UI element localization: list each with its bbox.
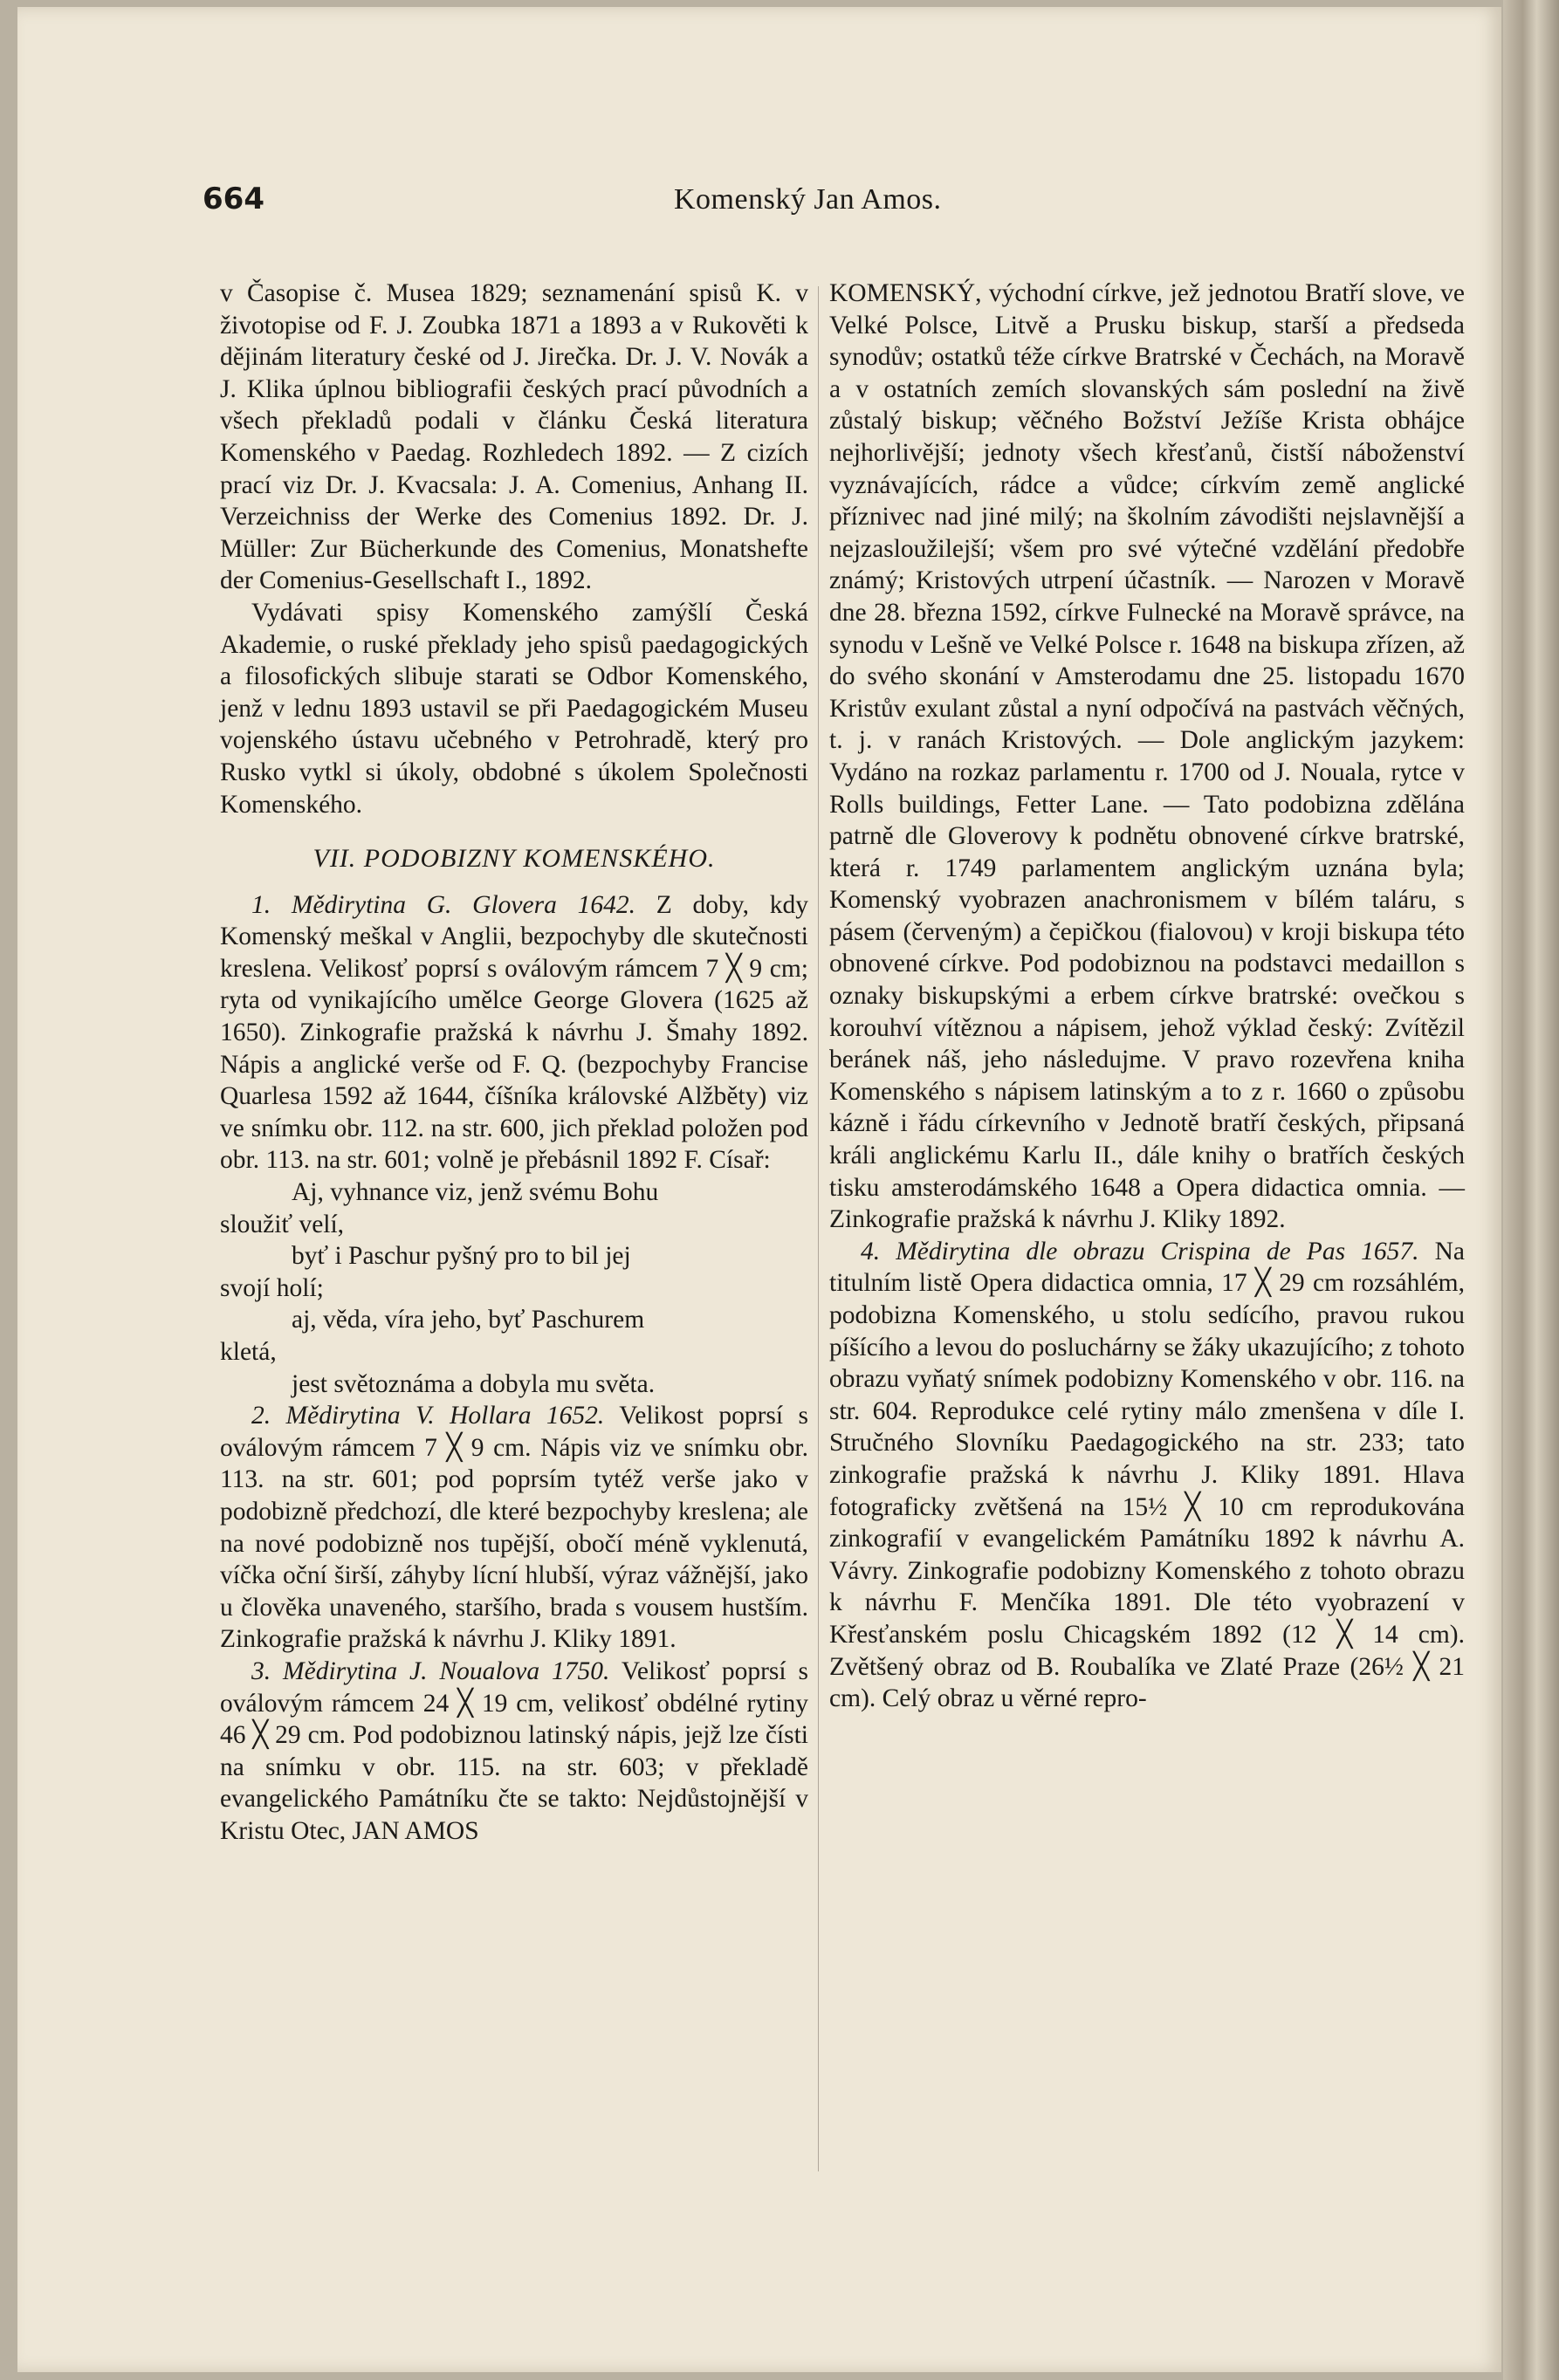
- poem-line: kletá,: [220, 1338, 277, 1366]
- entry-3: [220, 1656, 808, 1848]
- paragraph: KOMENSKÝ, východní církve, jež jednotou Bratří slove, ve Velké Polsce, Litvě a Prusku biskup, starší a předseda synodův; ostatků téže církve Bratrské v Čechách, na Moravě a v ostatních zemích slovanských sám poslední na živě zůstalý biskup; věčného Božství Ježíše Krista obhájce nejhorlivější; jednoty všech křesťanů, čistší náboženství vyznávajících, rádce a vůdce; církvím země anglické příznivec nad jiné milý; na školním závodišti nejslavnější a nejzasloužilejší; všem pro své výtečné vzdělání předobře známý; Kristových utrpení účastník. — Narozen v Moravě dne 28. března 1592, církve Fulnecké na Moravě správce, na synodu v Lešně ve Velké Polsce r. 1648 na biskupa zřízen, až do svého skonání v Amsterodamu dne 25. listopadu 1670 Kristův exulant zůstal a nyní odpočívá na pastvách věčných, t. j. v ranách Kristových. — Dole anglickým jazykem: Vydáno na rozkaz parlamentu r. 1700 od J. Nouala, rytce v Rolls buildings, Fetter Lane. — Tato podobizna zdělána patrně dle Gloverovy k podnětu obnovené církve bratrské, která r. 1749 parlamentem anglickým uznána byla; Komenský vyobrazen anachronismem v bílém taláru, s pásem (červeným) a čepičkou (fialovou) v kroji biskupa této obnovené církve. Pod podobiznou na podstavci medaillon s oznaky biskupskými a erbem církve bratrské: ovečkou s korouhví vítěznou a nápisem, jehož výklad český: Zvítězil beránek náš, jeho následujme. V pravo rozevřena kniha Komenského s nápisem latinským a to z r. 1660 o způsobu kázně i řádu církevního v Jednotě bratří českých, připsaná králi anglickému Karlu II., dále knihy o bratřích českých tisku amsterodámského 1648 a Opera didactica omnia. — Zinkografie pražská k návrhu J. Kliky 1892.: [829, 279, 1465, 1234]
- paragraph: v Časopise č. Musea 1829; seznamenání spisů K. v životopise od F. J. Zoubka 1871 a 1893 a v Rukověti k dějinám literatury české od J. Jirečka. Dr. J. V. Novák a J. Klika úplnou bibliografii českých prací původních a všech překladů podali v článku Česká literatura Komenského v Paedag. Rozhledech 1892. — Z cizích prací viz Dr. J. Kvacsala: J. A. Comenius, Anhang II. Verzeichniss der Werke des Comenius 1892. Dr. J. Müller: Zur Bücherkunde des Comenius, Monatshefte der Comenius-Gesellschaft I., 1892.: [220, 279, 808, 595]
- entry-4: [829, 1236, 1465, 1715]
- entry-text: Na titulním listě Opera didactica omnia, 17 ╳ 29 cm rozsáhlém, podobizna Komenského, u stolu sedícího, pravou rukou píšícího a levou do posluchárny se žáky ukazujícího; z tohoto obrazu vyňatý snímek podobizny Komenského v obr. 116. na str. 604. Reprodukce celé rytiny málo zmenšena v díle I. Stručného Slovníku Paedagogického na str. 233; tato zinkografie pražská k návrhu J. Kliky 1891. Hlava fotograficky zvětšená na 15½ ╳ 10 cm reprodukována zinkografií v evangelickém Památníku 1892 k návrhu A. Vávry. Zinkografie podobizny Komenského z tohoto obrazu k návrhu F. Menčíka 1891. Dle této vyobrazení v Křesťanském poslu Chicagském 1892 (12 ╳ 14 cm). Zvětšený obraz od B. Roubalíka ve Zlaté Praze (26½ ╳ 21 cm). Celý obraz u věrné repro-: [829, 1237, 1466, 1713]
- page-number: 664: [203, 182, 264, 216]
- right-column: [829, 278, 1465, 1715]
- column-rule: [818, 286, 819, 2171]
- entry-title: 3. Mědirytina J. Noualova 1750.: [251, 1656, 610, 1685]
- entry-1: [220, 889, 808, 1176]
- running-head: Komenský Jan Amos.: [674, 183, 942, 216]
- poem: [220, 1176, 808, 1400]
- page-edge: [1503, 0, 1559, 2380]
- section-heading: VII. PODOBIZNY KOMENSKÉHO.: [312, 844, 716, 874]
- entry-title: 4. Mědirytina dle obrazu Crispina de Pas 1657.: [861, 1237, 1419, 1265]
- poem-line: svojí holí;: [220, 1273, 324, 1302]
- poem-line: jest světoznáma a dobyla mu světa.: [292, 1369, 656, 1398]
- entry-text: Velikost poprsí s oválovým rámcem 7 ╳ 9 cm. Nápis viz ve snímku obr. 113. na str. 601; pod poprsím tytéž verše jako v podobizně předchozí, dle které bezpochyby kreslena; ale na nové podobizně nos tupější, obočí méně vyklenutá, víčka oční širší, záhyby lícní hlubší, výraz vážnější, jako u člověka unaveného, staršího, brada s vousem hustším. Zinkografie pražská k návrhu J. Kliky 1891.: [220, 1402, 808, 1654]
- page-header: [17, 182, 1501, 234]
- entry-2: [220, 1400, 808, 1656]
- entry-text: Z doby, kdy Komenský meškal v Anglii, bezpochyby dle skutečnosti kreslena. Velikosť poprsí s oválovým rámcem 7 ╳ 9 cm; ryta od vynikajícího umělce George Glovera (1625 až 1650). Zinkografie pražská k návrhu J. Šmahy 1892. Nápis a anglické verše od F. Q. (bezpochyby Francise Quarlesa 1592 až 1644, číšníka královské Alžběty) viz ve snímku obr. 112. na str. 600, jich překlad položen pod obr. 113. na str. 601; volně je přebásnil 1892 F. Císař:: [220, 890, 809, 1175]
- entry-text: Velikosť poprsí s oválovým rámcem 24 ╳ 19 cm, velikosť obdélné rytiny 46 ╳ 29 cm. Pod podobiznou latinský nápis, jejž lze čísti na snímku v obr. 115. na str. 603; v překladě evangelického Památníku čte se takto: Nejdůstojnější v Kristu Otec, JAN AMOS: [220, 1656, 808, 1845]
- paragraph: Vydávati spisy Komenského zamýšlí Česká Akademie, o ruské překlady jeho spisů paedagogických a filosofických slibuje starati se Odbor Komenského, jenž v lednu 1893 ustavil se při Paedagogickém Museu vojenského ústavu učebného v Petrohradě, který pro Rusko vytkl si úkoly, obdobné s úkolem Společnosti Komenského.: [220, 598, 808, 819]
- entry-title: 2. Mědirytina V. Hollara 1652.: [251, 1402, 605, 1430]
- entry-title: 1. Mědirytina G. Glovera 1642.: [251, 890, 635, 919]
- poem-line: aj, věda, víra jeho, byť Paschurem: [292, 1306, 645, 1334]
- poem-line: Aj, vyhnance viz, jenž svému Bohu: [292, 1178, 659, 1207]
- book-page: [17, 7, 1501, 2372]
- left-column: [220, 278, 808, 1848]
- poem-line: sloužiť velí,: [220, 1210, 345, 1238]
- poem-line: byť i Paschur pyšný pro to bil jej: [292, 1242, 631, 1271]
